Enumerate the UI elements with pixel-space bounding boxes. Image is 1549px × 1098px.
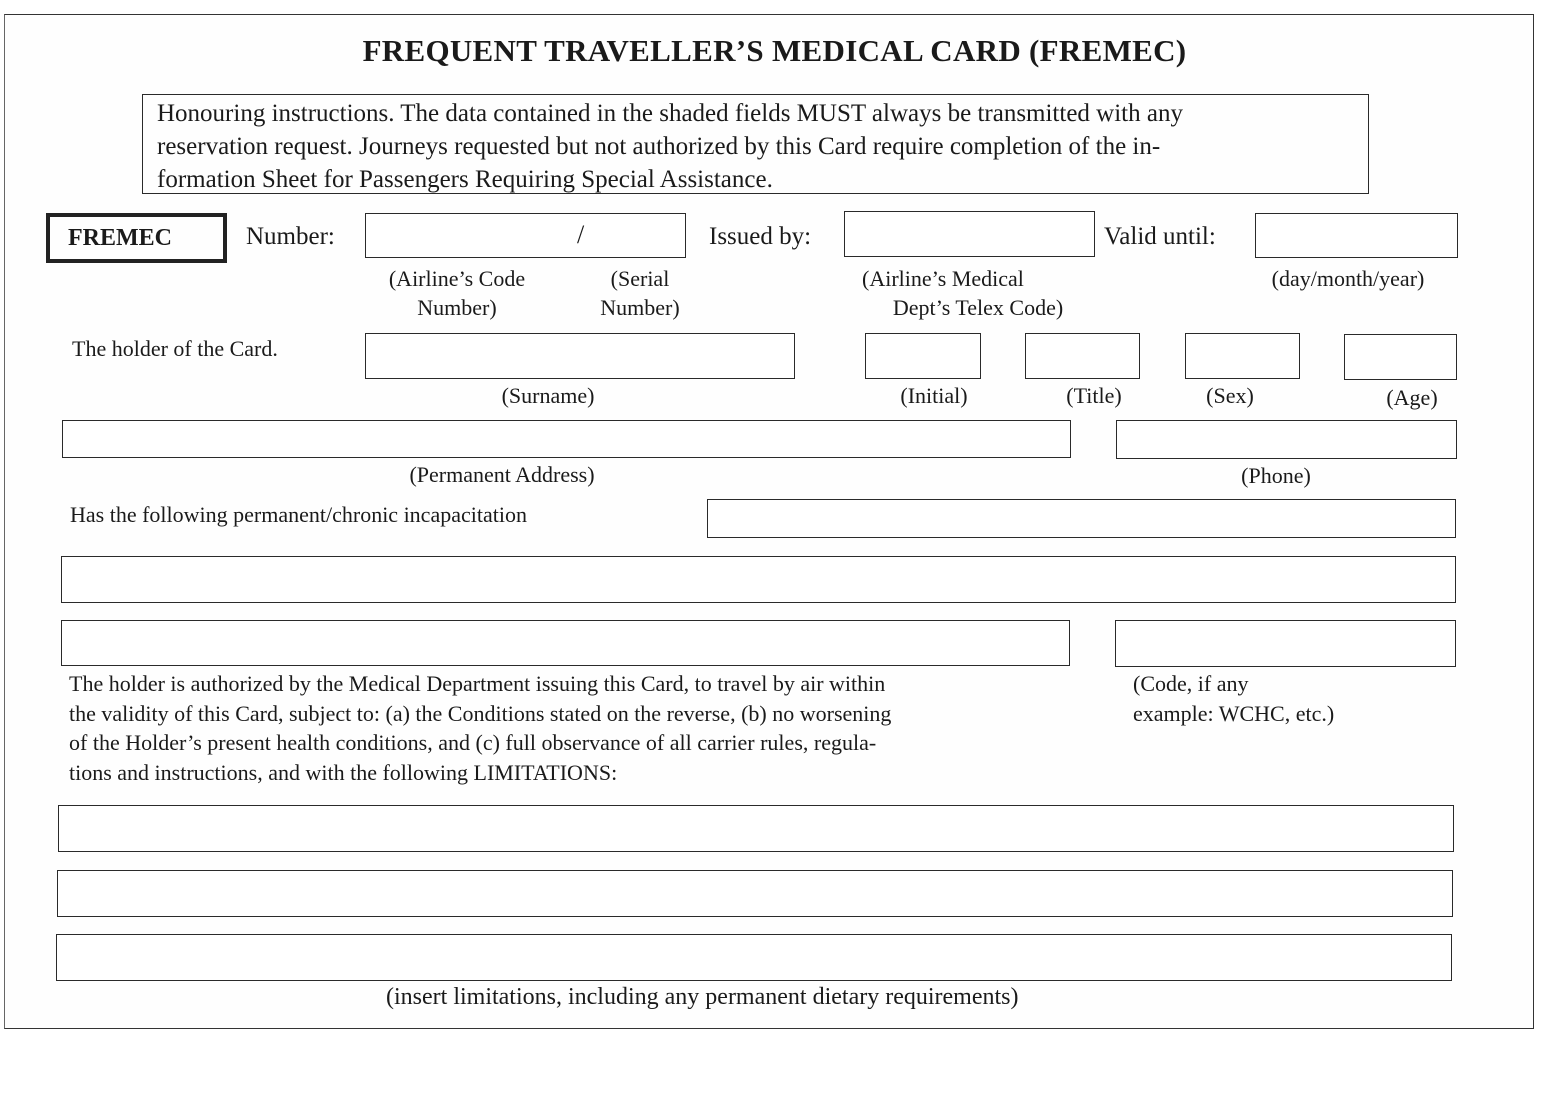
number-separator: / <box>577 220 585 249</box>
surname-field[interactable] <box>365 333 795 379</box>
airline-code-caption-line-1: (Airline’s Code <box>388 266 526 291</box>
sex-caption: (Sex) <box>1206 383 1254 408</box>
sex-field[interactable] <box>1185 333 1300 379</box>
holder-label: The holder of the Card. <box>72 336 278 361</box>
initial-caption: (Initial) <box>900 383 968 408</box>
incapacitation-field-line-2[interactable] <box>61 556 1456 603</box>
page-title: FREQUENT TRAVELLER’S MEDICAL CARD (FREMEC) <box>362 33 1187 68</box>
title-caption: (Title) <box>1066 383 1122 408</box>
medical-dept-caption <box>858 264 1098 322</box>
limitations-field-1[interactable] <box>58 805 1454 852</box>
limitations-field-2[interactable] <box>57 870 1453 917</box>
code-caption-line-1: (Code, if any <box>1133 671 1249 696</box>
code-caption-line-2: example: WCHC, etc.) <box>1133 700 1335 726</box>
instructions-line-3: formation Sheet for Passengers Requiring Special Assistance. <box>157 166 773 193</box>
incapacitation-field[interactable] <box>707 499 1456 538</box>
phone-field[interactable] <box>1116 420 1457 459</box>
authorization-paragraph <box>69 669 891 787</box>
age-field[interactable] <box>1344 334 1457 380</box>
limitations-caption: (insert limitations, including any permanent dietary requirements) <box>386 984 1019 1010</box>
medical-dept-caption-line-1: (Airline’s Medical <box>862 266 1024 291</box>
honouring-instructions <box>142 94 1369 194</box>
serial-caption-line-1: (Serial <box>610 266 670 291</box>
phone-caption: (Phone) <box>1241 463 1311 488</box>
fremec-badge: FREMEC <box>46 213 227 263</box>
authorization-line-4: tions and instructions, and with the following LIMITATIONS: <box>69 759 618 785</box>
initial-field[interactable] <box>865 333 981 379</box>
surname-caption: (Surname) <box>501 383 595 408</box>
airline-code-caption-line-2: Number) <box>417 295 497 320</box>
incapacitation-field-line-3[interactable] <box>61 620 1070 666</box>
date-caption: (day/month/year) <box>1271 266 1425 291</box>
limitations-field-3[interactable] <box>56 934 1452 981</box>
instructions-line-2: reservation request. Journeys requested but not authorized by this Card require completion of the in- <box>157 133 1161 160</box>
authorization-line-3: of the Holder’s present health conditions, and (c) full observance of all carrier rules, regula- <box>69 730 877 755</box>
title-field[interactable] <box>1025 333 1140 379</box>
issued-by-label: Issued by: <box>709 223 812 250</box>
medical-dept-caption-line-2: Dept’s Telex Code) <box>892 295 1064 320</box>
airline-code-caption <box>366 264 548 322</box>
authorization-line-2: the validity of this Card, subject to: (a) the Conditions stated on the reverse, (b) no worsening <box>69 700 892 726</box>
serial-caption <box>585 264 695 322</box>
permanent-address-caption: (Permanent Address) <box>409 462 595 487</box>
issued-by-field[interactable] <box>844 211 1095 257</box>
permanent-address-field[interactable] <box>62 420 1071 458</box>
code-field[interactable] <box>1115 620 1456 667</box>
valid-until-field[interactable] <box>1255 213 1458 258</box>
incapacitation-label: Has the following permanent/chronic incapacitation <box>70 502 527 527</box>
instructions-line-1: Honouring instructions. The data contained in the shaded fields MUST always be transmitted with any <box>157 100 1183 127</box>
authorization-line-1: The holder is authorized by the Medical Department issuing this Card, to travel by air within <box>69 671 886 696</box>
age-caption: (Age) <box>1386 385 1438 410</box>
code-caption <box>1133 669 1334 728</box>
serial-caption-line-2: Number) <box>600 295 680 320</box>
number-field[interactable] <box>365 213 686 258</box>
number-label: Number: <box>246 223 335 250</box>
valid-until-label: Valid until: <box>1104 223 1216 250</box>
